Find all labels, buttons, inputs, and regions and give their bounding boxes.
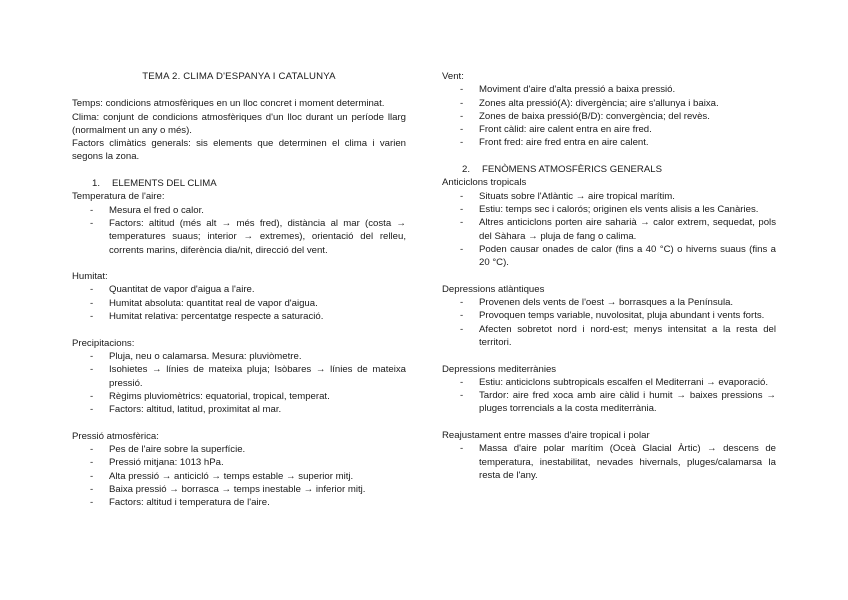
list-item: - Altres anticiclons porten aire saharià → calor extrem, sequedat, pols del Sàhara → pluja de fang o calima. xyxy=(460,217,776,242)
section-number: 1. xyxy=(92,178,101,190)
list-item: - Alta pressió → anticicló → temps estable → superior mitj. xyxy=(90,470,354,482)
list-item: - Quantitat de vapor d'aigua a l'aire. xyxy=(90,284,255,296)
list-item: - Pes de l'aire sobre la superfície. xyxy=(90,444,246,456)
section-title: FENÒMENS ATMOSFÈRICS GENERALS xyxy=(482,164,662,176)
vent-list xyxy=(442,83,776,149)
precipitacions-list xyxy=(72,350,406,416)
left-column xyxy=(72,70,406,510)
list-item: - Mesura el fred o calor. xyxy=(90,204,204,216)
list-item: - Moviment d'aire d'alta pressió a baixa pressió. xyxy=(460,84,676,96)
list-item: - Estiu: temps sec i calorós; originen els vents alisis a les Canàries. xyxy=(460,203,759,215)
right-column xyxy=(442,70,776,482)
section-heading-elements xyxy=(72,177,406,190)
list-item: - Factors: altitud i temperatura de l'aire. xyxy=(90,497,270,509)
list-item: - Provenen dels vents de l'oest → borrasques a la Península. xyxy=(460,297,734,309)
subheading-depressions-atlantiques: Depressions atlàntiques xyxy=(442,283,545,295)
list-item: - Front càlid: aire calent entra en aire fred. xyxy=(460,124,652,136)
anticiclons-list xyxy=(442,190,776,270)
list-item: - Zones de baixa pressió(B/D): convergència; del revès. xyxy=(460,110,710,122)
humitat-list xyxy=(72,283,406,323)
list-item: - Pressió mitjana: 1013 hPa. xyxy=(90,457,224,469)
list-item: - Situats sobre l'Atlàntic → aire tropical marítim. xyxy=(460,190,675,202)
reajustament-list xyxy=(442,442,776,482)
list-item: - Règims pluviomètrics: equatorial, tropical, temperat. xyxy=(90,390,330,402)
list-item: - Isohietes → línies de mateixa pluja; Isòbares → línies de mateixa pressió. xyxy=(90,364,406,389)
definition-temps: Temps: condicions atmosfèriques en un lloc concret i moment determinat. xyxy=(72,98,385,110)
list-item: - Poden causar onades de calor (fins a 40 °C) o hiverns suaus (fins a 20 °C). xyxy=(460,243,776,269)
subheading-humitat: Humitat: xyxy=(72,271,108,283)
subheading-precipitacions: Precipitacions: xyxy=(72,337,135,349)
list-item: - Humitat relativa: percentatge respecte a saturació. xyxy=(90,311,324,323)
section-heading-fenomens xyxy=(442,163,776,176)
subheading-pressio: Pressió atmosfèrica: xyxy=(72,430,159,442)
atlantiques-list xyxy=(442,296,776,349)
definition-clima: Clima: conjunt de condicions atmosfèriques d'un lloc durant un període llarg (normalment un any o més). xyxy=(72,111,406,136)
temperatura-list xyxy=(72,204,406,257)
list-item: - Estiu: anticiclons subtropicals escalfen el Mediterrani → evaporació. xyxy=(460,376,769,388)
list-item: - Zones alta pressió(A): divergència; aire s'allunya i baixa. xyxy=(460,97,719,109)
mediterranies-list xyxy=(442,376,776,416)
list-item: - Factors: altitud, latitud, proximitat al mar. xyxy=(90,404,282,416)
definition-factors: Factors climàtics generals: sis elements que determinen el clima i varien segons la zona. xyxy=(72,138,406,163)
subheading-temperatura: Temperatura de l'aire: xyxy=(72,191,165,203)
list-item: - Massa d'aire polar marítim (Oceà Glacial Àrtic) → descens de temperatura, inestabilitat, nevades hivernals, pluges/calamarsa la resta de l'any. xyxy=(460,443,776,481)
list-item: - Factors: altitud (més alt → més fred), distància al mar (costa → temperatures suaus; interior → extremes), orientació del relleu, corrents marins, diferència dia/nit, direcció del vent. xyxy=(90,217,406,256)
section-title: ELEMENTS DEL CLIMA xyxy=(112,178,217,190)
list-item: - Pluja, neu o calamarsa. Mesura: pluviòmetre. xyxy=(90,350,302,362)
list-item: - Baixa pressió → borrasca → temps inestable → inferior mitj. xyxy=(90,483,366,495)
list-item: - Humitat absoluta: quantitat real de vapor d'aigua. xyxy=(90,297,318,309)
list-item: - Tardor: aire fred xoca amb aire càlid i humit → baixes pressions → pluges torrencials a la costa mediterrània. xyxy=(460,390,776,415)
list-item: - Front fred: aire fred entra en aire calent. xyxy=(460,137,649,149)
subheading-depressions-mediterranies: Depressions mediterrànies xyxy=(442,363,557,375)
section-number: 2. xyxy=(462,164,471,176)
list-item: - Provoquen temps variable, nuvolositat, pluja abundant i vents forts. xyxy=(460,310,765,322)
subheading-vent: Vent: xyxy=(442,71,464,82)
list-item: - Afecten sobretot nord i nord-est; menys intensitat a la resta del territori. xyxy=(460,323,776,348)
subheading-anticiclons: Anticiclons tropicals xyxy=(442,177,527,189)
subheading-reajustament: Reajustament entre masses d'aire tropical i polar xyxy=(442,430,650,442)
pressio-list xyxy=(72,443,406,509)
document-title: TEMA 2. CLIMA D'ESPANYA I CATALUNYA xyxy=(142,71,336,82)
